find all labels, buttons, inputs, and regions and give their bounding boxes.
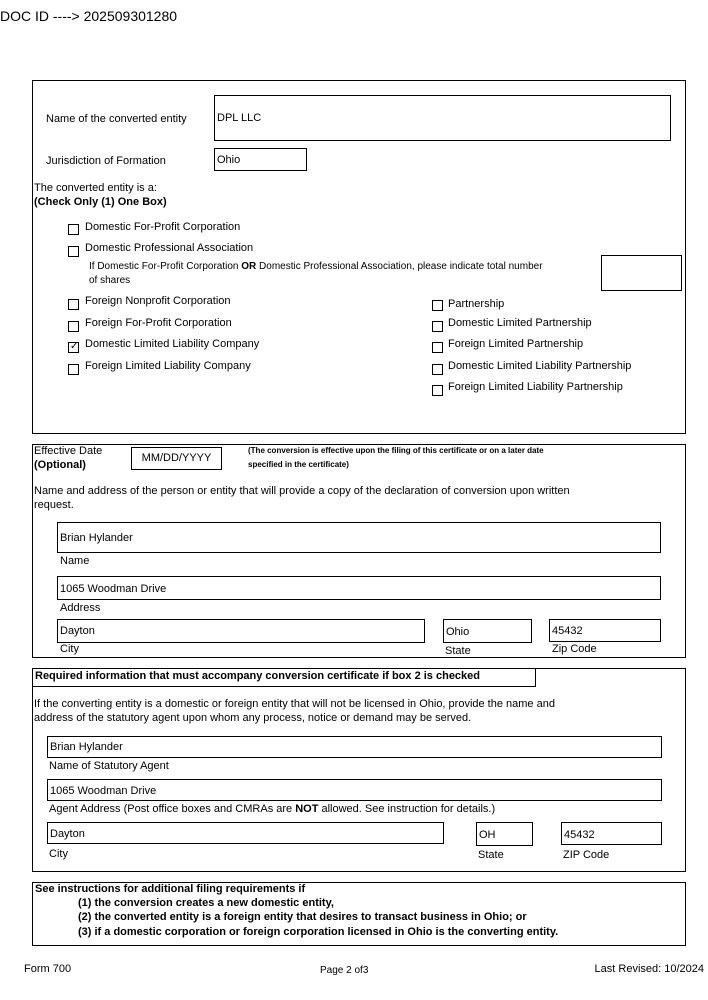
check-only-label: (Check Only (1) One Box) (34, 196, 167, 208)
statutory-agent-heading: Required information that must accompany conversion certificate if box 2 is checked (35, 670, 481, 682)
agent-address-label-pre: Agent Address (Post office boxes and CMRAs are (49, 803, 296, 815)
agent-city-label: City (49, 848, 68, 860)
jurisdiction-label: Jurisdiction of Formation (46, 155, 166, 167)
option-label: Partnership (448, 298, 505, 310)
shares-note-pre: If Domestic For-Profit Corporation (89, 261, 242, 272)
agent-zip-label: ZIP Code (563, 849, 610, 861)
option-label: Domestic Limited Liability Company (85, 338, 260, 350)
contact-state-field[interactable]: Ohio (443, 619, 532, 643)
option-label: Domestic Limited Liability Partnership (448, 360, 632, 372)
entity-name-label: Name of the converted entity (46, 113, 187, 125)
checkbox-domestic-for-profit-corporation[interactable] (68, 224, 79, 235)
agent-zip-field[interactable]: 45432 (561, 822, 662, 845)
option-label: Foreign Limited Liability Partnership (448, 381, 623, 393)
option-label: Foreign Nonprofit Corporation (85, 295, 231, 307)
copy-instructions-line2: request. (34, 499, 74, 511)
contact-state-label: State (445, 645, 471, 657)
checkbox-domestic-limited-partnership[interactable] (432, 321, 443, 332)
shares-note (89, 261, 543, 272)
agent-address-field[interactable]: 1065 Woodman Drive (47, 779, 662, 801)
option-label: Domestic Limited Partnership (448, 317, 592, 329)
effective-note-line2: specified in the certificate) (248, 460, 349, 469)
checkbox-domestic-professional-association[interactable] (68, 246, 79, 257)
agent-name-label: Name of Statutory Agent (49, 760, 169, 772)
checkbox-domestic-llc[interactable] (68, 342, 79, 353)
agent-instructions-line1: If the converting entity is a domestic or foreign entity that will not be licensed in Ohio, provide the name and (34, 698, 555, 710)
contact-name-field[interactable]: Brian Hylander (57, 522, 661, 553)
shares-note-or: OR (241, 261, 257, 272)
effective-date-field[interactable]: MM/DD/YYYY (131, 447, 222, 470)
contact-address-label: Address (60, 602, 101, 614)
checkbox-foreign-llp[interactable] (432, 385, 443, 396)
agent-state-label: State (478, 849, 504, 861)
checkbox-foreign-llc[interactable] (68, 364, 79, 375)
effective-note-line1: (The conversion is effective upon the filing of this certificate or on a later date (248, 446, 544, 455)
checkbox-partnership[interactable] (432, 300, 443, 311)
shares-field[interactable] (601, 255, 682, 291)
form-number: Form 700 (24, 963, 72, 975)
agent-address-label-not: NOT (295, 803, 319, 815)
copy-instructions-line1: Name and address of the person or entity that will provide a copy of the declaration of conversion upon written (34, 485, 570, 497)
checkbox-foreign-for-profit-corporation[interactable] (68, 321, 79, 332)
additional-requirements-line4: (3) if a domestic corporation or foreign corporation licensed in Ohio is the converting entity. (78, 926, 559, 938)
page-number: Page 2 of3 (320, 965, 369, 976)
checkbox-foreign-limited-partnership[interactable] (432, 342, 443, 353)
contact-city-label: City (60, 643, 79, 655)
agent-city-field[interactable]: Dayton (47, 822, 444, 844)
last-revised: Last Revised: 10/2024 (594, 963, 704, 975)
agent-address-label-post: allowed. See instruction for details.) (318, 803, 496, 815)
option-label: Domestic Professional Association (85, 242, 254, 254)
jurisdiction-field[interactable]: Ohio (214, 148, 307, 171)
additional-requirements-line3: (2) the converted entity is a foreign entity that desires to transact business in Ohio; or (78, 911, 527, 923)
checkbox-foreign-nonprofit-corporation[interactable] (68, 299, 79, 310)
agent-state-field[interactable]: OH (476, 822, 533, 846)
option-label: Foreign Limited Liability Company (85, 360, 251, 372)
contact-name-label: Name (60, 555, 90, 567)
doc-id: DOC ID ----> 202509301280 (0, 8, 178, 24)
entity-name-field[interactable]: DPL LLC (214, 95, 671, 141)
option-label: Foreign For-Profit Corporation (85, 317, 232, 329)
check-mark-icon: ✓ (70, 341, 79, 352)
contact-city-field[interactable]: Dayton (57, 619, 425, 643)
effective-date-label: Effective Date (34, 445, 103, 457)
agent-name-field[interactable]: Brian Hylander (47, 736, 662, 758)
contact-address-field[interactable]: 1065 Woodman Drive (57, 576, 661, 600)
agent-instructions-line2: address of the statutory agent upon whom any process, notice or demand may be served. (34, 712, 472, 724)
entity-type-label: The converted entity is a: (34, 182, 157, 194)
option-label: Foreign Limited Partnership (448, 338, 584, 350)
shares-note-line2: of shares (89, 275, 131, 286)
optional-label: (Optional) (34, 459, 86, 471)
checkbox-domestic-llp[interactable] (432, 364, 443, 375)
additional-requirements-line1: See instructions for additional filing requirements if (35, 883, 306, 895)
agent-address-label (49, 803, 495, 815)
contact-zip-field[interactable]: 45432 (549, 619, 661, 642)
contact-zip-label: Zip Code (552, 643, 597, 655)
additional-requirements-line2: (1) the conversion creates a new domestic entity, (78, 897, 334, 909)
shares-note-post: Domestic Professional Association, please indicate total number (256, 261, 543, 272)
option-label: Domestic For-Profit Corporation (85, 221, 241, 233)
